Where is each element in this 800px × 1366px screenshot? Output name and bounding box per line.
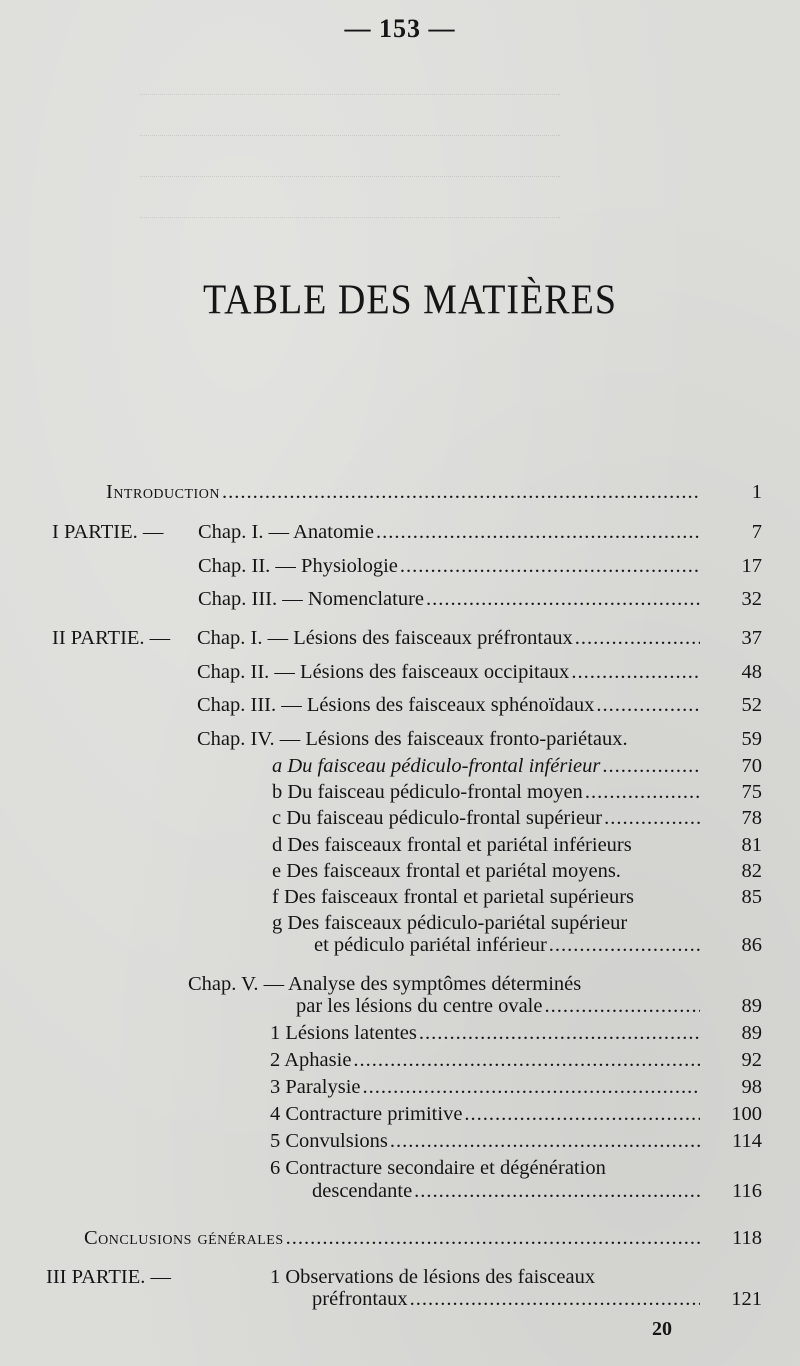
dot-leader: [602, 753, 700, 779]
toc-entry: [314, 932, 702, 958]
toc-row: [52, 692, 762, 718]
toc-page-number: 121: [731, 1288, 762, 1310]
toc-entry-text: Chap. II. — Physiologie: [198, 555, 398, 577]
toc-entry-text: 1 Lésions latentes: [270, 1022, 417, 1044]
toc-entry: [272, 753, 702, 779]
toc-page-number: 32: [741, 588, 762, 610]
toc-row: [52, 625, 762, 651]
toc-page-number: 17: [741, 555, 762, 577]
toc-row: [52, 726, 762, 752]
toc-row: [106, 479, 762, 505]
dot-leader: [464, 1101, 700, 1127]
dot-leader: [353, 1047, 700, 1073]
toc-page-number: 89: [741, 1022, 762, 1044]
toc-page-number: 70: [741, 755, 762, 777]
toc-row: [52, 1047, 762, 1073]
toc-entry-text: Chap. I. — Lésions des faisceaux préfrontaux: [197, 627, 573, 649]
dot-leader: [596, 692, 700, 718]
toc-page-number: 86: [741, 934, 762, 956]
page-number: — 153 —: [344, 14, 456, 43]
toc-entry-text: e Des faisceaux frontal et pariétal moyens.: [272, 860, 621, 882]
toc-entry: [198, 553, 702, 579]
toc-page-number: 114: [732, 1130, 762, 1152]
toc-row: [52, 1101, 762, 1127]
dot-leader: [410, 1286, 700, 1312]
toc-row: [52, 586, 762, 612]
toc-entry: [270, 1020, 702, 1046]
toc-row: [52, 659, 762, 685]
toc-entry-text: 3 Paralysie: [270, 1076, 361, 1098]
toc-page-number: 37: [741, 627, 762, 649]
toc-entry-text: 5 Convulsions: [270, 1130, 388, 1152]
toc-part-label: II PARTIE. —: [52, 627, 171, 649]
toc-page-number: 59: [741, 728, 762, 750]
dot-leader: [419, 1020, 700, 1046]
toc-page-number: 98: [741, 1076, 762, 1098]
toc-row: [52, 1020, 762, 1046]
toc-entry: [270, 1074, 702, 1100]
dot-leader: [390, 1128, 700, 1154]
toc-part-label: III PARTIE. —: [46, 1266, 171, 1288]
toc-entry: [198, 519, 702, 545]
toc-row: [52, 779, 762, 805]
toc-entry: [272, 858, 702, 884]
dot-leader: [575, 625, 700, 651]
dot-leader: [363, 1074, 700, 1100]
toc-page-number: 85: [741, 886, 762, 908]
toc-entry: [197, 726, 702, 752]
toc-entry-text: Chap. V. — Analyse des symptômes déterminés: [188, 973, 582, 995]
toc-row: [52, 805, 762, 831]
toc-entry-continuation: descendante: [312, 1180, 413, 1202]
toc-page-number: 82: [741, 860, 762, 882]
dot-leader: [571, 659, 700, 685]
toc-entry: [312, 1286, 702, 1312]
toc-entry: [272, 779, 702, 805]
toc-row: [52, 753, 762, 779]
toc-row: [52, 993, 762, 1019]
toc-entry-continuation: par les lésions du centre ovale: [296, 995, 543, 1017]
toc-row: [52, 1178, 762, 1204]
toc-entry: [198, 586, 702, 612]
toc-entry: [84, 1225, 702, 1251]
toc-row: [52, 1128, 762, 1154]
toc-entry: [197, 692, 702, 718]
toc-entry: [272, 832, 702, 858]
toc-entry: [270, 1047, 702, 1073]
toc-entry-text: b Du faisceau pédiculo-frontal moyen: [272, 781, 583, 803]
toc-entry-text: Introduction: [106, 481, 220, 503]
dot-leader: [222, 479, 700, 505]
toc-page-number: 89: [741, 995, 762, 1017]
toc-page-number: 118: [732, 1227, 762, 1249]
dot-leader: [549, 932, 700, 958]
dot-leader: [376, 519, 700, 545]
toc-entry: [106, 479, 702, 505]
toc-entry: [296, 993, 702, 1019]
toc-page-number: 81: [741, 834, 762, 856]
dot-leader: [286, 1225, 700, 1251]
toc-entry-text: Chap. I. — Anatomie: [198, 521, 374, 543]
signature-mark: 20: [652, 1318, 672, 1340]
toc-row: [52, 1074, 762, 1100]
toc-entry-text: Chap. III. — Nomenclature: [198, 588, 424, 610]
dot-leader: [585, 779, 700, 805]
toc-entry: [270, 1101, 702, 1127]
toc-page-number: 116: [732, 1180, 762, 1202]
toc-part-label: I PARTIE. —: [52, 521, 164, 543]
dot-leader: [604, 805, 700, 831]
toc-row: [46, 1286, 762, 1312]
toc-page-number: 100: [731, 1103, 762, 1125]
toc-entry-text: a Du faisceau pédiculo-frontal inférieur: [272, 755, 601, 777]
toc-entry: [197, 659, 702, 685]
show-through-text: [140, 70, 560, 250]
toc-row: [52, 519, 762, 545]
toc-entry-text: Chap. II. — Lésions des faisceaux occipitaux: [197, 661, 570, 683]
toc-page-number: 1: [751, 481, 762, 503]
toc-row: [52, 884, 762, 910]
dot-leader: [426, 586, 700, 612]
toc-entry-text: Chap. IV. — Lésions des faisceaux fronto-pariétaux.: [197, 728, 628, 750]
toc-entry-text: d Des faisceaux frontal et pariétal inférieurs: [272, 834, 632, 856]
toc-row: [84, 1225, 762, 1251]
toc-entry: [272, 884, 702, 910]
toc-entry-text: g Des faisceaux pédiculo-pariétal supérieur: [272, 912, 628, 934]
dot-leader: [400, 553, 700, 579]
toc-page-number: 48: [741, 661, 762, 683]
toc-entry-text: 4 Contracture primitive: [270, 1103, 463, 1125]
toc-row: [52, 932, 762, 958]
toc-entry-text: 6 Contracture secondaire et dégénération: [270, 1157, 606, 1179]
toc-page-number: 52: [741, 694, 762, 716]
toc-entry: [197, 625, 702, 651]
toc-entry-text: 1 Observations de lésions des faisceaux: [270, 1266, 596, 1288]
toc-page-number: 92: [741, 1049, 762, 1071]
dot-leader: [414, 1178, 700, 1204]
page-title: TABLE DES MATIÈRES: [203, 276, 617, 324]
toc-entry-text: f Des faisceaux frontal et parietal supérieurs: [272, 886, 635, 908]
toc-entry: [312, 1178, 702, 1204]
dot-leader: [544, 993, 700, 1019]
toc-row: [52, 858, 762, 884]
toc-entry: [272, 805, 702, 831]
toc-page-number: 7: [751, 521, 762, 543]
toc-entry-text: Chap. III. — Lésions des faisceaux sphénoïdaux: [197, 694, 595, 716]
toc-page-number: 78: [741, 807, 762, 829]
toc-entry-text: 2 Aphasie: [270, 1049, 352, 1071]
toc-entry-text: c Du faisceau pédiculo-frontal supérieur: [272, 807, 603, 829]
toc-row: [52, 553, 762, 579]
toc-row: [52, 832, 762, 858]
toc-entry-continuation: préfrontaux: [312, 1288, 408, 1310]
toc-entry: [270, 1128, 702, 1154]
toc-page-number: 75: [741, 781, 762, 803]
toc-entry-continuation: et pédiculo pariétal inférieur: [314, 934, 547, 956]
toc-entry-text: Conclusions générales: [84, 1227, 284, 1249]
